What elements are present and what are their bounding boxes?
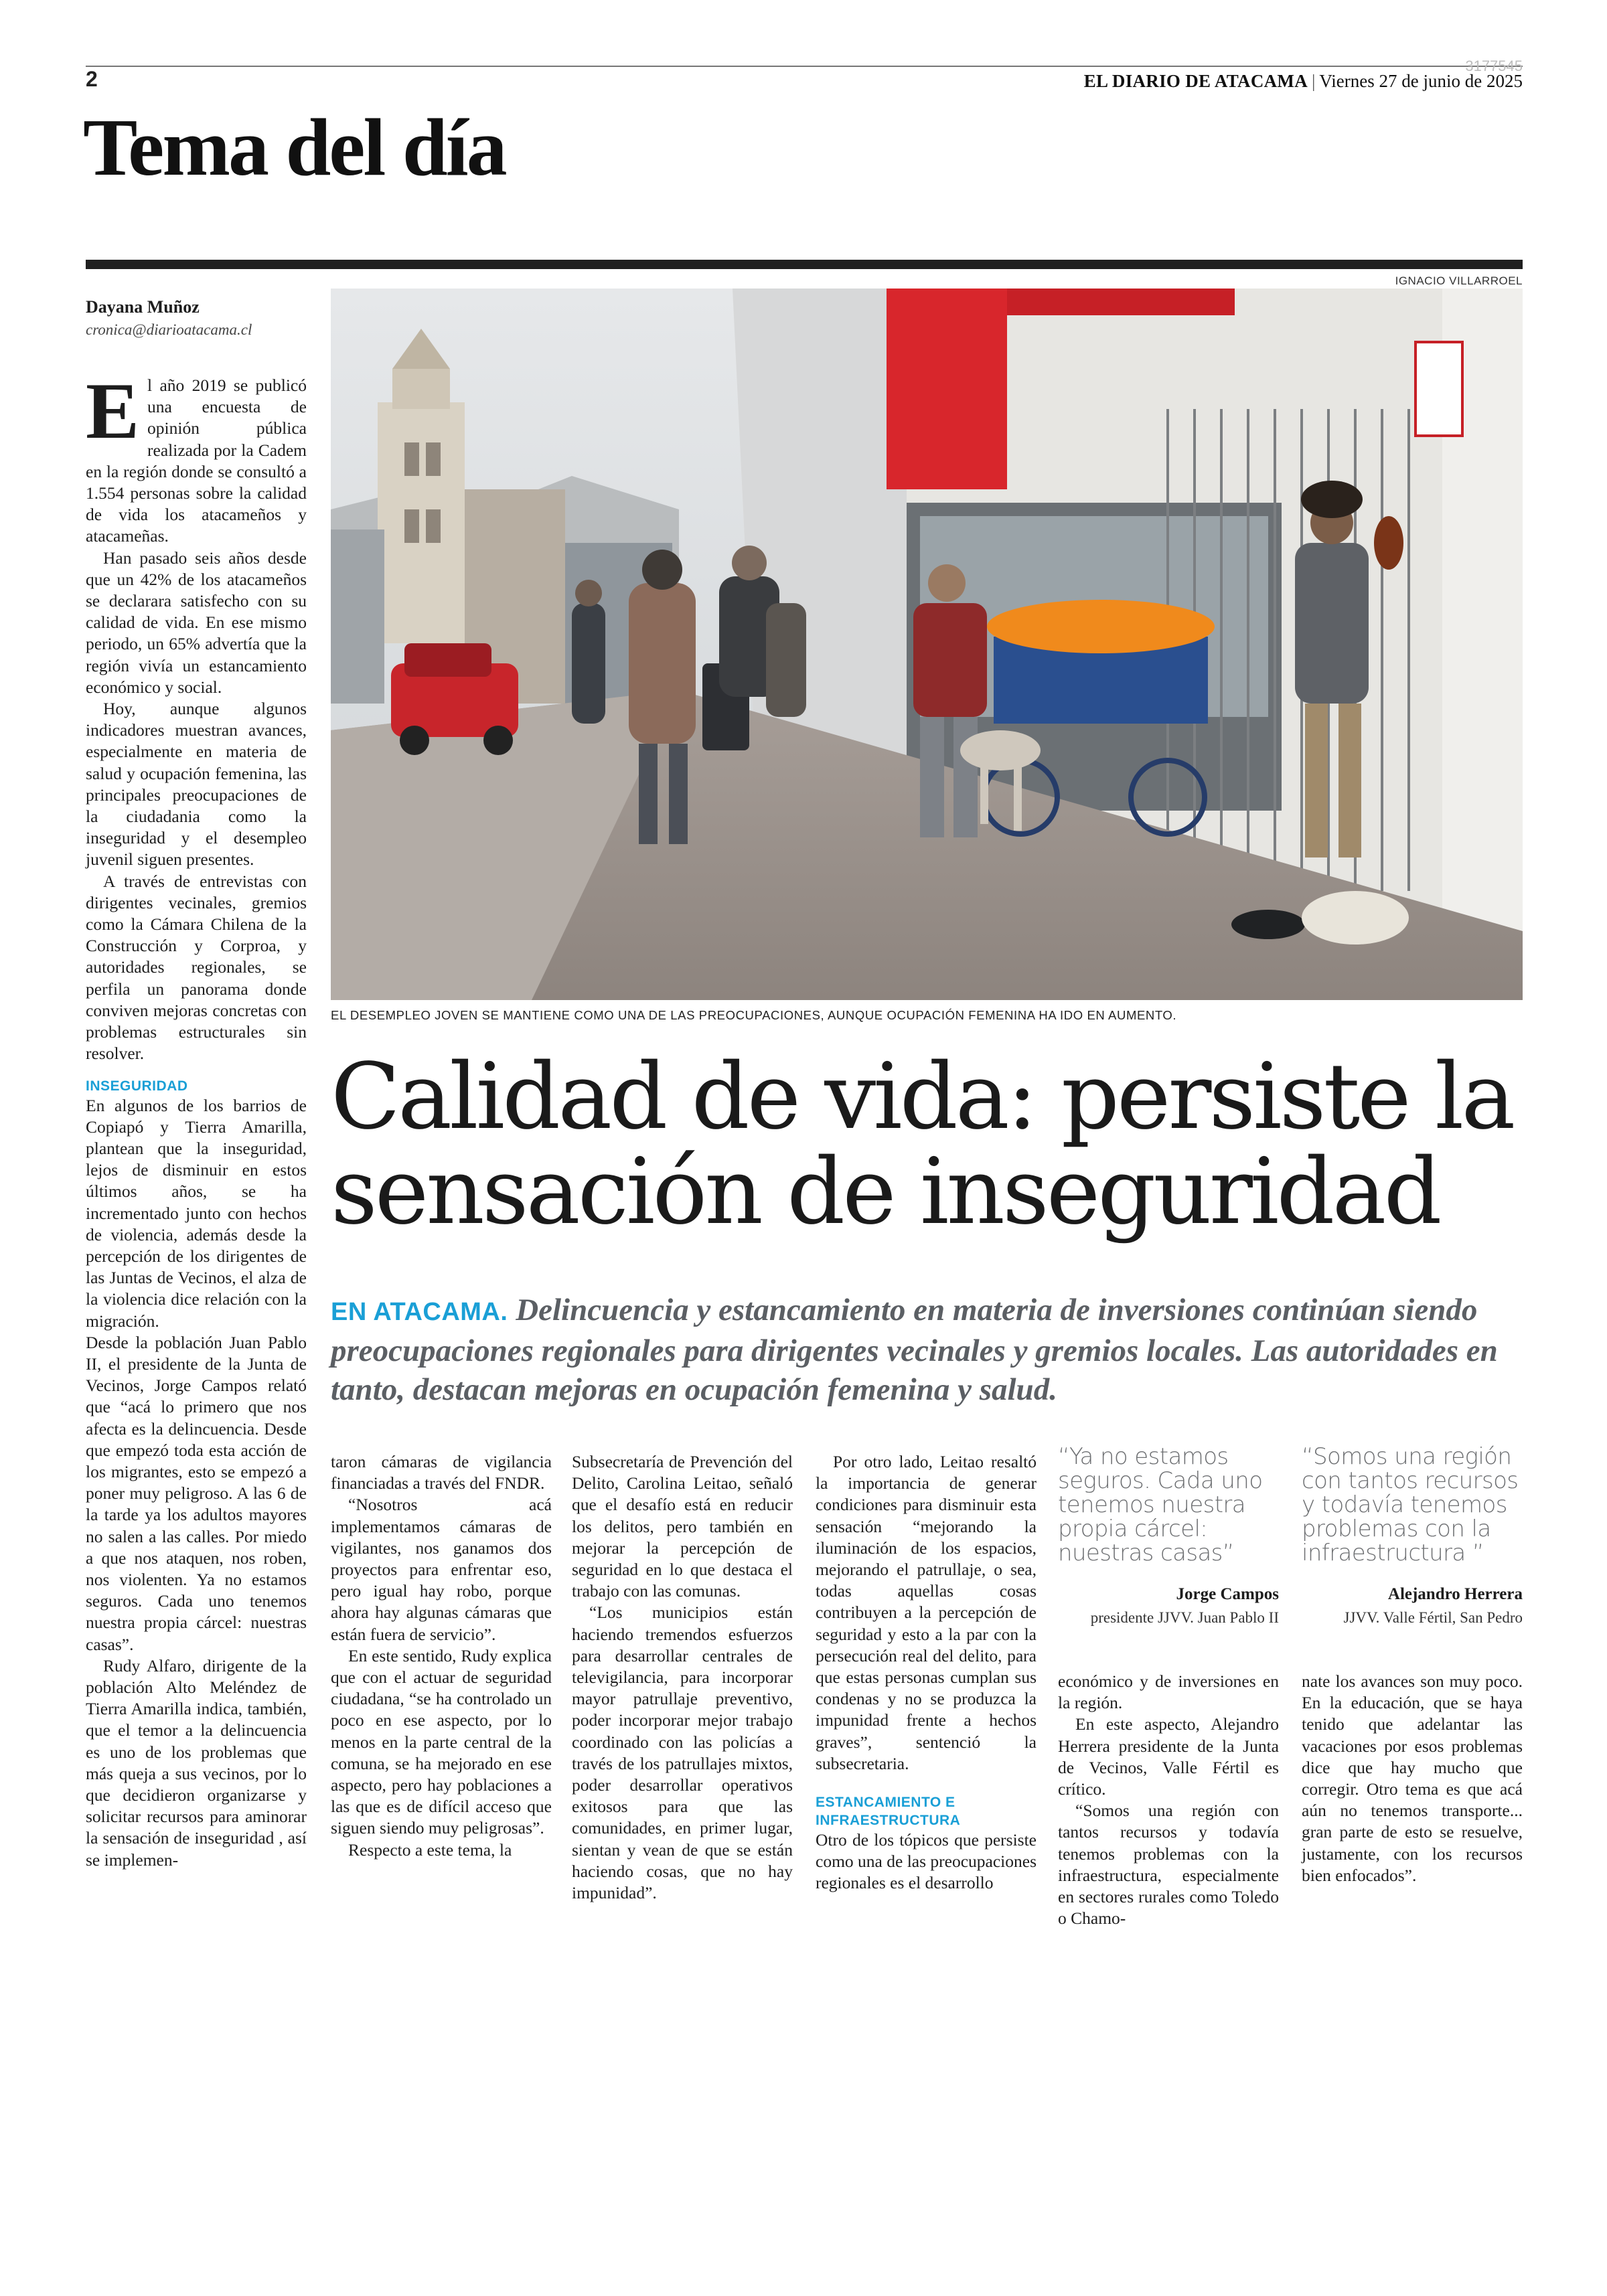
subhead-estancamiento: ESTANCAMIENTO E bbox=[816, 1795, 955, 1811]
photo-credit: IGNACIO VILLARROEL bbox=[1395, 274, 1523, 287]
subhead-inseguridad: INSEGURIDAD bbox=[86, 1078, 188, 1094]
page-number: 2 bbox=[86, 67, 98, 91]
article-column-5 bbox=[1058, 1671, 1279, 1929]
paragraph: económico y de inversiones en la región. bbox=[1058, 1671, 1279, 1713]
paragraph: “Nosotros acá implementamos cámaras de vigilantes, nos ganamos dos proyectos para enfrentar eso, pero igual hay robo, porque ahora hay algunas cámaras que están fuera de servicio”. bbox=[331, 1495, 552, 1644]
issue-date: Viernes 27 de junio de 2025 bbox=[1319, 71, 1523, 91]
paragraph: Otro de los tópicos que persiste como una de las preocupaciones regionales es el desarrollo bbox=[816, 1830, 1037, 1893]
section-rule bbox=[86, 260, 1523, 269]
paragraph: Han pasado seis años desde que un 42% de los atacameños se declarara satisfecho con su calidad de vida. En ese mismo periodo, un 65% advertía que la región vivía un estancamiento económico y social. bbox=[86, 548, 307, 697]
quote-1-role: presidente JJVV. Juan Pablo II bbox=[1090, 1609, 1279, 1626]
subhead-infraestructura: INFRAESTRUCTURA bbox=[816, 1813, 961, 1829]
paragraph: Rudy Alfaro, dirigente de la población Alto Meléndez de Tierra Amarilla indica, también, que el temor a la delincuencia es uno de los problemas que más queja a sus vecinos, por lo que decidieron organizarse y solicitar recursos para aminorar la sensación de inseguridad , así se implemen- bbox=[86, 1655, 307, 1870]
paragraph: Respecto a este tema, la bbox=[348, 1839, 512, 1860]
paragraph: En este sentido, Rudy explica que con el actuar de seguridad ciudadana, “se ha controlado un poco en ese aspecto, por lo menos en la parte central de la comuna, se ha mejorado en ese aspecto, pero hay poblaciones a las que es de difícil acceso que siguen siendo muy peligrosas”. bbox=[331, 1645, 552, 1838]
deck-text: Delincuencia y estancamiento en materia de inversiones continúan siendo preocupaciones regionales para dirigentes vecinales y gremios locales. Las autoridades en tanto, destacan mejoras en ocupación femenina y salud. bbox=[331, 1293, 1498, 1407]
street-scene-illustration bbox=[331, 289, 1523, 1000]
pull-quote-2: “Somos una región con tantos recursos y todavía tenemos problemas con la infraestructura ” bbox=[1302, 1443, 1519, 1566]
quote-1-name: Jorge Campos bbox=[1176, 1585, 1279, 1603]
article-column-1 bbox=[86, 366, 307, 1871]
article-column-3 bbox=[572, 1451, 793, 1904]
paragraph: Subsecretaría de Prevención del Delito, Carolina Leitao, señaló que el desafío está en reducir los delitos, pero también en mejorar la percepción de seguridad en lo que destaca el trabajo con las comunas. bbox=[572, 1452, 793, 1601]
quote-2-role: JJVV. Valle Fértil, San Pedro bbox=[1343, 1609, 1523, 1626]
paragraph: l año 2019 se publicó una encuesta de opinión pública realizada por la Cadem en la región donde se consultó a 1.554 personas sobre la calidad de vida los atacameños y atacameñas. bbox=[86, 376, 307, 546]
paragraph: Por otro lado, Leitao resaltó la importancia de generar condiciones para disminuir esta sensación “mejorando la iluminación de los espacios, mejorando el patrullaje, o sea, todas aquellas cosas contribuyen a la percepción de seguridad y esto a la par con la persecución real del delito, para que estas personas cumplan sus condenas y no se produzca la impunidad frente a hechos graves”, sentenció la subsecretaria. bbox=[816, 1452, 1037, 1773]
masthead: EL DIARIO DE ATACAMA | Viernes 27 de junio de 2025 bbox=[1083, 71, 1523, 91]
article-column-2 bbox=[331, 1451, 552, 1861]
paragraph: “Somos una región con tantos recursos y todavía tenemos problemas con la infraestructura, especialmente en sectores rurales como Toledo o Chamo- bbox=[1058, 1801, 1279, 1929]
paragraph: Desde la población Juan Pablo II, el presidente de la Junta de Vecinos, Jorge Campos relató que “acá lo primero que nos afecta es la delincuencia. Desde que empezó toda esta acción de los migrantes, esto se empezó a poner muy peligroso. A las 6 de la tarde ya los adultos mayores no salen a las calles. Por miedo a que nos ataquen, nos roben, nos violenten. Ya no estamos seguros. Cada uno tenemos nuestra propia cárcel: nuestras casas”. bbox=[86, 1332, 307, 1654]
paragraph: “Los municipios están haciendo tremendos esfuerzos para desarrollar centrales de televigilancia, para incorporar mayor patrullaje preventivo, poder incorporar mejor trabajo coordinado con las policías a través de los patrullajes mixtos, poder desarrollar operativos exitosos para que las comunidades, en primer lugar, sientan y vean de que se están haciendo cosas, que no hay impunidad”. bbox=[572, 1603, 793, 1903]
headline-line-2: sensación de inseguridad bbox=[331, 1139, 1440, 1245]
article-column-4 bbox=[816, 1451, 1037, 1894]
section-title: Tema del día bbox=[83, 102, 506, 193]
article-column-6 bbox=[1302, 1671, 1523, 1886]
top-rule bbox=[86, 66, 1523, 67]
street-photo bbox=[331, 289, 1523, 1000]
drop-cap: E bbox=[86, 366, 140, 455]
paragraph: En este aspecto, Alejandro Herrera presidente de la Junta de Vecinos, Valle Fértil es crítico. bbox=[1058, 1714, 1279, 1799]
paragraph: nate los avances son muy poco. En la educación, que se haya tenido que adelantar las vacaciones por esos problemas dice que hay mucho que corregir. Otro tema es que acá aún no tenemos transporte... gran parte de esto se resuelve, justamente, con los recursos bien enfocados”. bbox=[1302, 1671, 1523, 1885]
paragraph: Hoy, aunque algunos indicadores muestran avances, especialmente en materia de salud y ocupación femenina, las principales preocupaciones de la ciudadania como la inseguridad y el desempleo juvenil siguen presentes. bbox=[86, 699, 307, 870]
author-name: Dayana Muñoz bbox=[86, 297, 200, 317]
deck-kicker: EN ATACAMA. bbox=[331, 1298, 508, 1326]
archive-stamp: 3177545 bbox=[1465, 58, 1523, 74]
author-email[interactable]: cronica@diarioatacama.cl bbox=[86, 321, 252, 338]
deck bbox=[331, 1291, 1529, 1409]
paragraph: En algunos de los barrios de Copiapó y Tierra Amarilla, plantean que la inseguridad, lejos de disminuir en estos últimos años, se ha incrementado junto con hechos de violencia, además desde la percepción de los dirigentes de las Juntas de Vecinos, el alza de la violencia dice relación con la migración. bbox=[86, 1095, 307, 1331]
quote-2-name: Alejandro Herrera bbox=[1387, 1585, 1523, 1603]
newspaper-name: EL DIARIO DE ATACAMA bbox=[1083, 71, 1308, 91]
headline bbox=[331, 1044, 1523, 1245]
photo-caption: EL DESEMPLEO JOVEN SE MANTIENE COMO UNA DE LAS PREOCUPACIONES, AUNQUE OCUPACIÓN FEMENINA HA IDO EN AUMENTO. bbox=[331, 1008, 1177, 1022]
paragraph: taron cámaras de vigilancia financiadas a través del FNDR. bbox=[331, 1452, 552, 1493]
headline-line-1: Calidad de vida: persiste la bbox=[331, 1044, 1513, 1150]
pull-quote-1: “Ya no estamos seguros. Cada uno tenemos nuestra propia cárcel: nuestras casas” bbox=[1058, 1443, 1263, 1566]
paragraph: A través de entrevistas con dirigentes vecinales, gremios como la Cámara Chilena de la Construcción y Corproa, y autoridades regionales, se perfila un panorama donde conviven mejoras concretas con problemas estructurales sin resolver. bbox=[86, 871, 307, 1064]
